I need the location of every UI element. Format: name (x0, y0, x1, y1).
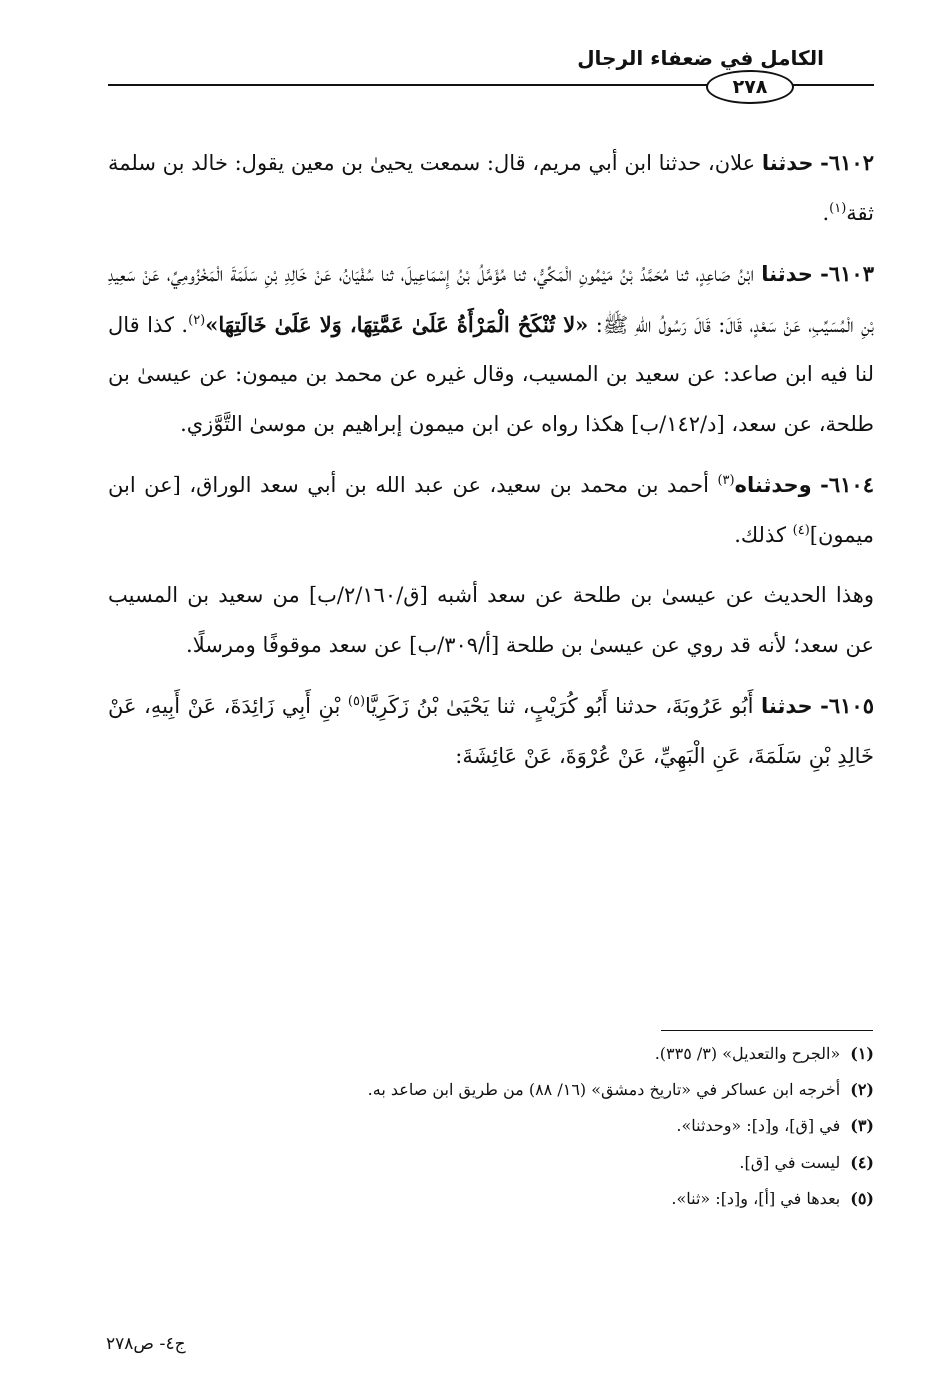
narration-keyword: وحدثناه (734, 473, 812, 497)
paragraph-6102 (108, 138, 874, 238)
footnote-number: (٤) (850, 1152, 874, 1172)
footnote-item (108, 1145, 874, 1181)
footnote-ref[interactable]: (٤) (792, 522, 810, 538)
paragraph-6104 (108, 460, 874, 560)
footnote-ref[interactable]: (٥) (347, 694, 366, 709)
paragraph-6105 (108, 681, 874, 781)
paragraph-text: أحمد بن محمد بن سعيد، عن عبد الله بن أبي سعد الوراق، [عن ابن ميمون] (108, 473, 874, 547)
paragraph-text: كذلك. (734, 522, 793, 547)
footnote-item (108, 1036, 874, 1072)
paragraph-text: وهذا الحديث عن عيسىٰ بن طلحة عن سعد أشبه [ق/٢/١٦٠/ب] من سعيد بن المسيب عن سعد؛ لأنه قد روي عن عيسىٰ بن طلحة [أ/٣٠٩/ب] عن سعد موقوفًا ومرسلًا. (108, 583, 874, 657)
paragraph-text: أَبُو عَرُوبَةَ، حدثنا أَبُو كُرَيْبٍ، ثنا يَحْيَىٰ بْنُ زَكَرِيَّا (365, 694, 762, 718)
footnote-number: (٢) (850, 1080, 874, 1100)
hadith-number: ٦١٠٤- (820, 472, 874, 497)
footnote-text: «الجرح والتعديل» (٣/ ٣٣٥). (654, 1044, 841, 1063)
footnote-rule (661, 1030, 873, 1031)
footnote-text: ليست في [ق]. (739, 1152, 841, 1172)
paragraph-text: ابْنُ صَاعِدٍ، ثنا مُحَمَّدُ بْنُ مَيْمُونِ الْمَكِّيُّ، ثنا مُؤَمَّلُ بْنُ إِسْمَاعِيلَ، ثنا سُفْيَانُ، عَنْ خَالِدِ بْنِ سَلَمَةَ الْمَخْزُومِيِّ، عَنْ سَعِيدِ بْنِ الْمُسَيِّبِ، عَنْ سَعْدٍ، قَالَ: قَالَ رَسُولُ اللهِ ﷺ: (108, 262, 874, 337)
running-header-title: الكامل في ضعفاء الرجال (577, 46, 824, 70)
footnote-number: (١) (850, 1044, 874, 1063)
narration-keyword: حدثنا (761, 694, 813, 718)
paragraph-6103 (108, 249, 874, 449)
hadith-number: ٦١٠٢- (820, 150, 874, 175)
footnote-text: بعدها في [أ]، و[د]: «ثنا». (671, 1188, 841, 1208)
footnote-item (108, 1072, 874, 1108)
hadith-number: ٦١٠٥- (820, 693, 874, 718)
paragraph-text: . (822, 200, 830, 225)
footnote-number: (٥) (850, 1188, 874, 1208)
paragraph-text: . كذا قال لنا فيه ابن صاعد: عن سعيد بن المسيب، وقال غيره عن محمد بن ميمون: عن عيسىٰ بن طلحة، عن سعد، [د/١٤٢/ب] هكذا رواه عن ابن ميمون إبراهيم بن موسىٰ التَّوَّزي. (108, 312, 874, 436)
paragraph-commentary (108, 571, 874, 670)
footnote-ref[interactable]: (١) (829, 200, 847, 216)
hadith-number: ٦١٠٣- (820, 261, 874, 286)
footnote-ref[interactable]: (٢) (188, 312, 206, 328)
paragraph-text: بْنِ أَبِي زَائِدَةَ، عَنْ أَبِيهِ، عَنْ خَالِدِ بْنِ سَلَمَةَ، عَنِ الْبَهِيِّ، عَنْ عُرْوَةَ، عَنْ عَائِشَةَ: (108, 694, 874, 768)
narration-keyword: حدثنا (761, 262, 813, 286)
footnote-item (108, 1108, 874, 1144)
footnote-item (108, 1181, 874, 1217)
paragraph-text: علان، حدثنا ابن أبي مريم، قال: سمعت يحيىٰ بن معين يقول: خالد بن سلمة ثقة (108, 151, 874, 225)
main-text (108, 138, 874, 792)
footnote-text: في [ق]، و[د]: «وحدثنا». (676, 1116, 841, 1136)
footnotes (108, 1036, 874, 1217)
volume-page-reference: ج٤- ص٢٧٨ (106, 1334, 186, 1354)
page-number-badge: ٢٧٨ (706, 70, 794, 104)
narration-keyword: حدثنا (761, 151, 814, 175)
footnote-number: (٣) (850, 1116, 874, 1136)
footnote-text: أخرجه ابن عساكر في «تاريخ دمشق» (١٦/ ٨٨) من طريق ابن صاعد به. (367, 1080, 841, 1100)
footnote-ref[interactable]: (٣) (717, 473, 735, 488)
hadith-matn: «لا تُنْكَحُ الْمَرْأَةُ عَلَىٰ عَمَّتِهَا، وَلا عَلَىٰ خَالَتِهَا» (205, 311, 589, 337)
